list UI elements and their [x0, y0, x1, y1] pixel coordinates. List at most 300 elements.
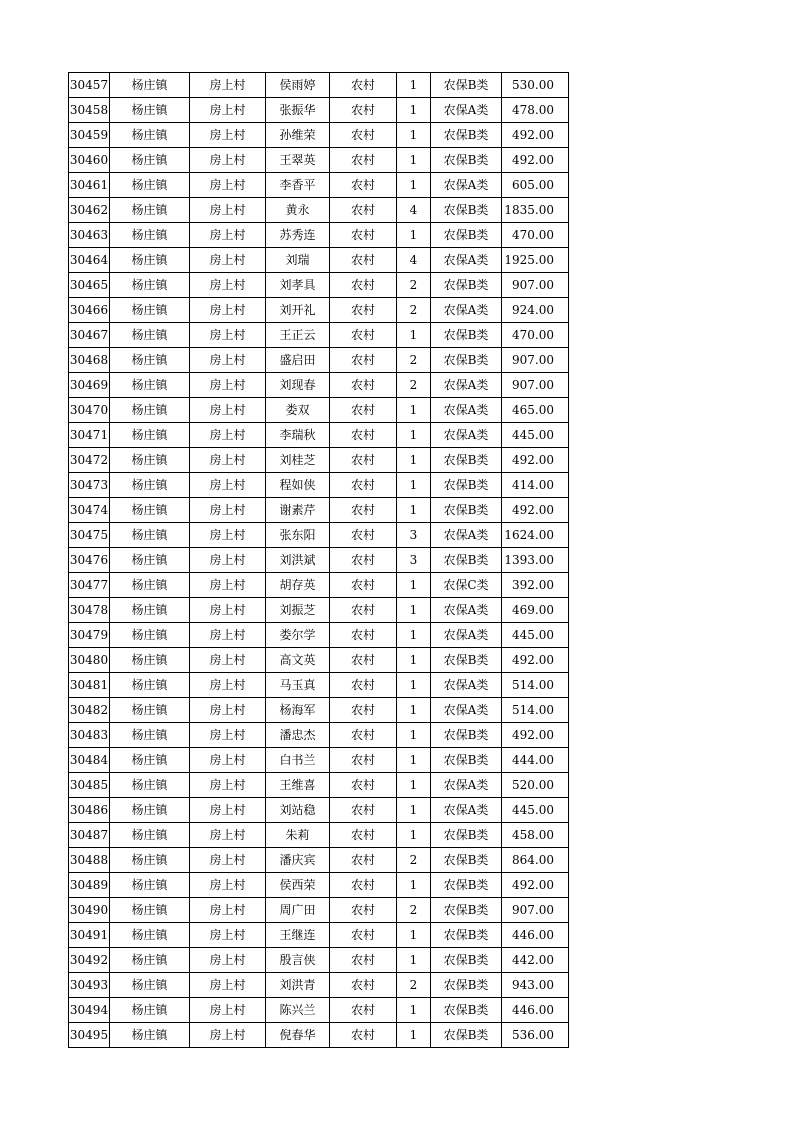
household-type-cell: 农村 — [330, 73, 397, 98]
amount-cell: 943.00 — [502, 973, 569, 998]
name-cell: 刘洪青 — [266, 973, 330, 998]
town-cell: 杨庄镇 — [110, 998, 190, 1023]
table-row — [69, 323, 569, 348]
amount-cell: 907.00 — [502, 273, 569, 298]
amount-cell: 1393.00 — [502, 548, 569, 573]
household-type-cell: 农村 — [330, 423, 397, 448]
name-cell: 王正云 — [266, 323, 330, 348]
insurance-class-cell: 农保C类 — [431, 573, 502, 598]
record-id-cell: 30492 — [69, 948, 110, 973]
record-id-cell: 30486 — [69, 798, 110, 823]
insurance-class-cell: 农保B类 — [431, 998, 502, 1023]
record-id-cell: 30458 — [69, 98, 110, 123]
amount-cell: 392.00 — [502, 573, 569, 598]
insurance-class-cell: 农保B类 — [431, 148, 502, 173]
insurance-class-cell: 农保B类 — [431, 123, 502, 148]
household-type-cell: 农村 — [330, 898, 397, 923]
name-cell: 程如侠 — [266, 473, 330, 498]
member-count-cell: 1 — [397, 223, 431, 248]
town-cell: 杨庄镇 — [110, 398, 190, 423]
table-row — [69, 823, 569, 848]
village-cell: 房上村 — [190, 948, 266, 973]
record-id-cell: 30477 — [69, 573, 110, 598]
town-cell: 杨庄镇 — [110, 873, 190, 898]
village-cell: 房上村 — [190, 198, 266, 223]
village-cell: 房上村 — [190, 798, 266, 823]
record-id-cell: 30469 — [69, 373, 110, 398]
name-cell: 刘瑞 — [266, 248, 330, 273]
household-type-cell: 农村 — [330, 748, 397, 773]
town-cell: 杨庄镇 — [110, 273, 190, 298]
household-type-cell: 农村 — [330, 348, 397, 373]
town-cell: 杨庄镇 — [110, 523, 190, 548]
table-row — [69, 948, 569, 973]
amount-cell: 444.00 — [502, 748, 569, 773]
insurance-class-cell: 农保A类 — [431, 248, 502, 273]
amount-cell: 478.00 — [502, 98, 569, 123]
member-count-cell: 2 — [397, 373, 431, 398]
table-row — [69, 873, 569, 898]
household-type-cell: 农村 — [330, 323, 397, 348]
name-cell: 潘忠杰 — [266, 723, 330, 748]
record-id-cell: 30491 — [69, 923, 110, 948]
town-cell: 杨庄镇 — [110, 148, 190, 173]
household-type-cell: 农村 — [330, 698, 397, 723]
amount-cell: 907.00 — [502, 348, 569, 373]
record-id-cell: 30482 — [69, 698, 110, 723]
record-id-cell: 30483 — [69, 723, 110, 748]
household-type-cell: 农村 — [330, 198, 397, 223]
amount-cell: 445.00 — [502, 623, 569, 648]
insurance-class-cell: 农保A类 — [431, 423, 502, 448]
town-cell: 杨庄镇 — [110, 498, 190, 523]
town-cell: 杨庄镇 — [110, 298, 190, 323]
table-row — [69, 998, 569, 1023]
village-cell: 房上村 — [190, 398, 266, 423]
amount-cell: 470.00 — [502, 323, 569, 348]
name-cell: 刘孝具 — [266, 273, 330, 298]
name-cell: 刘现春 — [266, 373, 330, 398]
insurance-class-cell: 农保B类 — [431, 823, 502, 848]
household-type-cell: 农村 — [330, 598, 397, 623]
town-cell: 杨庄镇 — [110, 973, 190, 998]
table-row — [69, 723, 569, 748]
town-cell: 杨庄镇 — [110, 723, 190, 748]
village-cell: 房上村 — [190, 823, 266, 848]
insurance-class-cell: 农保B类 — [431, 923, 502, 948]
name-cell: 刘桂芝 — [266, 448, 330, 473]
insurance-class-cell: 农保B类 — [431, 948, 502, 973]
amount-cell: 907.00 — [502, 898, 569, 923]
table-row — [69, 698, 569, 723]
name-cell: 倪春华 — [266, 1023, 330, 1048]
amount-cell: 446.00 — [502, 923, 569, 948]
table-row — [69, 573, 569, 598]
record-id-cell: 30478 — [69, 598, 110, 623]
name-cell: 张东阳 — [266, 523, 330, 548]
name-cell: 盛启田 — [266, 348, 330, 373]
table-row — [69, 773, 569, 798]
name-cell: 刘洪斌 — [266, 548, 330, 573]
village-cell: 房上村 — [190, 98, 266, 123]
record-id-cell: 30472 — [69, 448, 110, 473]
amount-cell: 1925.00 — [502, 248, 569, 273]
table-row — [69, 348, 569, 373]
record-id-cell: 30479 — [69, 623, 110, 648]
household-type-cell: 农村 — [330, 948, 397, 973]
record-id-cell: 30495 — [69, 1023, 110, 1048]
household-type-cell: 农村 — [330, 148, 397, 173]
town-cell: 杨庄镇 — [110, 1023, 190, 1048]
record-id-cell: 30467 — [69, 323, 110, 348]
household-type-cell: 农村 — [330, 298, 397, 323]
table-row — [69, 398, 569, 423]
insurance-class-cell: 农保B类 — [431, 873, 502, 898]
member-count-cell: 2 — [397, 298, 431, 323]
table-row — [69, 848, 569, 873]
record-id-cell: 30462 — [69, 198, 110, 223]
table-row — [69, 498, 569, 523]
record-id-cell: 30488 — [69, 848, 110, 873]
record-id-cell: 30475 — [69, 523, 110, 548]
member-count-cell: 1 — [397, 398, 431, 423]
town-cell: 杨庄镇 — [110, 923, 190, 948]
table-row — [69, 748, 569, 773]
insurance-class-cell: 农保B类 — [431, 1023, 502, 1048]
insurance-class-cell: 农保B类 — [431, 273, 502, 298]
member-count-cell: 1 — [397, 798, 431, 823]
member-count-cell: 1 — [397, 148, 431, 173]
household-type-cell: 农村 — [330, 823, 397, 848]
amount-cell: 864.00 — [502, 848, 569, 873]
member-count-cell: 1 — [397, 823, 431, 848]
town-cell: 杨庄镇 — [110, 198, 190, 223]
member-count-cell: 2 — [397, 348, 431, 373]
village-cell: 房上村 — [190, 623, 266, 648]
member-count-cell: 1 — [397, 673, 431, 698]
household-type-cell: 农村 — [330, 473, 397, 498]
table-row — [69, 423, 569, 448]
table-row — [69, 898, 569, 923]
member-count-cell: 1 — [397, 998, 431, 1023]
table-row — [69, 648, 569, 673]
amount-cell: 492.00 — [502, 648, 569, 673]
amount-cell: 520.00 — [502, 773, 569, 798]
amount-cell: 470.00 — [502, 223, 569, 248]
town-cell: 杨庄镇 — [110, 798, 190, 823]
household-type-cell: 农村 — [330, 498, 397, 523]
table-row — [69, 623, 569, 648]
town-cell: 杨庄镇 — [110, 73, 190, 98]
town-cell: 杨庄镇 — [110, 248, 190, 273]
amount-cell: 492.00 — [502, 448, 569, 473]
member-count-cell: 1 — [397, 773, 431, 798]
table-row — [69, 798, 569, 823]
town-cell: 杨庄镇 — [110, 548, 190, 573]
record-id-cell: 30493 — [69, 973, 110, 998]
village-cell: 房上村 — [190, 148, 266, 173]
amount-cell: 414.00 — [502, 473, 569, 498]
member-count-cell: 1 — [397, 1023, 431, 1048]
village-cell: 房上村 — [190, 898, 266, 923]
village-cell: 房上村 — [190, 273, 266, 298]
town-cell: 杨庄镇 — [110, 323, 190, 348]
table-row — [69, 373, 569, 398]
amount-cell: 458.00 — [502, 823, 569, 848]
town-cell: 杨庄镇 — [110, 173, 190, 198]
member-count-cell: 1 — [397, 423, 431, 448]
amount-cell: 492.00 — [502, 123, 569, 148]
record-id-cell: 30473 — [69, 473, 110, 498]
member-count-cell: 1 — [397, 123, 431, 148]
household-type-cell: 农村 — [330, 873, 397, 898]
amount-cell: 492.00 — [502, 148, 569, 173]
record-id-cell: 30476 — [69, 548, 110, 573]
record-id-cell: 30481 — [69, 673, 110, 698]
record-id-cell: 30490 — [69, 898, 110, 923]
name-cell: 黄永 — [266, 198, 330, 223]
member-count-cell: 1 — [397, 598, 431, 623]
town-cell: 杨庄镇 — [110, 573, 190, 598]
household-type-cell: 农村 — [330, 548, 397, 573]
name-cell: 王继连 — [266, 923, 330, 948]
household-type-cell: 农村 — [330, 973, 397, 998]
village-cell: 房上村 — [190, 348, 266, 373]
name-cell: 娄双 — [266, 398, 330, 423]
name-cell: 朱莉 — [266, 823, 330, 848]
insurance-class-cell: 农保B类 — [431, 448, 502, 473]
village-cell: 房上村 — [190, 298, 266, 323]
amount-cell: 514.00 — [502, 698, 569, 723]
household-type-cell: 农村 — [330, 723, 397, 748]
name-cell: 胡存英 — [266, 573, 330, 598]
table-row — [69, 973, 569, 998]
village-cell: 房上村 — [190, 923, 266, 948]
member-count-cell: 3 — [397, 523, 431, 548]
amount-cell: 445.00 — [502, 423, 569, 448]
name-cell: 杨海军 — [266, 698, 330, 723]
household-type-cell: 农村 — [330, 998, 397, 1023]
table-row — [69, 523, 569, 548]
name-cell: 娄尔学 — [266, 623, 330, 648]
insurance-class-cell: 农保B类 — [431, 973, 502, 998]
town-cell: 杨庄镇 — [110, 948, 190, 973]
name-cell: 苏秀连 — [266, 223, 330, 248]
village-cell: 房上村 — [190, 248, 266, 273]
insurance-class-cell: 农保A类 — [431, 173, 502, 198]
insurance-class-cell: 农保B类 — [431, 198, 502, 223]
name-cell: 侯西荣 — [266, 873, 330, 898]
record-id-cell: 30465 — [69, 273, 110, 298]
member-count-cell: 4 — [397, 248, 431, 273]
member-count-cell: 2 — [397, 973, 431, 998]
town-cell: 杨庄镇 — [110, 423, 190, 448]
amount-cell: 605.00 — [502, 173, 569, 198]
village-cell: 房上村 — [190, 473, 266, 498]
household-type-cell: 农村 — [330, 623, 397, 648]
name-cell: 陈兴兰 — [266, 998, 330, 1023]
household-type-cell: 农村 — [330, 448, 397, 473]
table-row — [69, 1023, 569, 1048]
village-cell: 房上村 — [190, 423, 266, 448]
household-type-cell: 农村 — [330, 173, 397, 198]
village-cell: 房上村 — [190, 373, 266, 398]
village-cell: 房上村 — [190, 548, 266, 573]
village-cell: 房上村 — [190, 973, 266, 998]
town-cell: 杨庄镇 — [110, 623, 190, 648]
village-cell: 房上村 — [190, 673, 266, 698]
member-count-cell: 3 — [397, 548, 431, 573]
name-cell: 刘站稳 — [266, 798, 330, 823]
table-row — [69, 248, 569, 273]
record-id-cell: 30487 — [69, 823, 110, 848]
table-row — [69, 673, 569, 698]
household-type-cell: 农村 — [330, 523, 397, 548]
amount-cell: 465.00 — [502, 398, 569, 423]
household-type-cell: 农村 — [330, 673, 397, 698]
amount-cell: 492.00 — [502, 498, 569, 523]
amount-cell: 1624.00 — [502, 523, 569, 548]
record-id-cell: 30484 — [69, 748, 110, 773]
name-cell: 谢素芹 — [266, 498, 330, 523]
name-cell: 王维喜 — [266, 773, 330, 798]
table-row — [69, 548, 569, 573]
household-type-cell: 农村 — [330, 248, 397, 273]
insurance-class-cell: 农保A类 — [431, 673, 502, 698]
record-id-cell: 30463 — [69, 223, 110, 248]
town-cell: 杨庄镇 — [110, 848, 190, 873]
member-count-cell: 1 — [397, 98, 431, 123]
roster-table — [68, 72, 569, 1048]
household-type-cell: 农村 — [330, 123, 397, 148]
table-row — [69, 298, 569, 323]
name-cell: 殷言侠 — [266, 948, 330, 973]
village-cell: 房上村 — [190, 173, 266, 198]
amount-cell: 1835.00 — [502, 198, 569, 223]
insurance-class-cell: 农保A类 — [431, 698, 502, 723]
village-cell: 房上村 — [190, 223, 266, 248]
name-cell: 孙维荣 — [266, 123, 330, 148]
insurance-class-cell: 农保B类 — [431, 648, 502, 673]
table-row — [69, 98, 569, 123]
record-id-cell: 30464 — [69, 248, 110, 273]
member-count-cell: 1 — [397, 698, 431, 723]
town-cell: 杨庄镇 — [110, 348, 190, 373]
table-row — [69, 198, 569, 223]
amount-cell: 907.00 — [502, 373, 569, 398]
village-cell: 房上村 — [190, 873, 266, 898]
amount-cell: 469.00 — [502, 598, 569, 623]
record-id-cell: 30480 — [69, 648, 110, 673]
insurance-class-cell: 农保A类 — [431, 398, 502, 423]
household-type-cell: 农村 — [330, 1023, 397, 1048]
member-count-cell: 1 — [397, 448, 431, 473]
town-cell: 杨庄镇 — [110, 373, 190, 398]
village-cell: 房上村 — [190, 523, 266, 548]
record-id-cell: 30489 — [69, 873, 110, 898]
household-type-cell: 农村 — [330, 648, 397, 673]
record-id-cell: 30459 — [69, 123, 110, 148]
town-cell: 杨庄镇 — [110, 673, 190, 698]
amount-cell: 492.00 — [502, 723, 569, 748]
insurance-class-cell: 农保B类 — [431, 898, 502, 923]
member-count-cell: 1 — [397, 648, 431, 673]
record-id-cell: 30466 — [69, 298, 110, 323]
amount-cell: 445.00 — [502, 798, 569, 823]
table-row — [69, 123, 569, 148]
name-cell: 王翠英 — [266, 148, 330, 173]
record-id-cell: 30471 — [69, 423, 110, 448]
record-id-cell: 30474 — [69, 498, 110, 523]
record-id-cell: 30461 — [69, 173, 110, 198]
record-id-cell: 30468 — [69, 348, 110, 373]
village-cell: 房上村 — [190, 1023, 266, 1048]
table-row — [69, 448, 569, 473]
amount-cell: 446.00 — [502, 998, 569, 1023]
name-cell: 高文英 — [266, 648, 330, 673]
amount-cell: 530.00 — [502, 73, 569, 98]
insurance-class-cell: 农保B类 — [431, 848, 502, 873]
town-cell: 杨庄镇 — [110, 598, 190, 623]
household-type-cell: 农村 — [330, 373, 397, 398]
amount-cell: 442.00 — [502, 948, 569, 973]
insurance-class-cell: 农保A类 — [431, 298, 502, 323]
record-id-cell: 30460 — [69, 148, 110, 173]
member-count-cell: 1 — [397, 948, 431, 973]
name-cell: 马玉真 — [266, 673, 330, 698]
village-cell: 房上村 — [190, 723, 266, 748]
insurance-class-cell: 农保A类 — [431, 373, 502, 398]
village-cell: 房上村 — [190, 498, 266, 523]
insurance-class-cell: 农保B类 — [431, 748, 502, 773]
household-type-cell: 农村 — [330, 273, 397, 298]
insurance-class-cell: 农保A类 — [431, 623, 502, 648]
name-cell: 刘振芝 — [266, 598, 330, 623]
table-row — [69, 148, 569, 173]
village-cell: 房上村 — [190, 998, 266, 1023]
village-cell: 房上村 — [190, 598, 266, 623]
household-type-cell: 农村 — [330, 573, 397, 598]
insurance-class-cell: 农保B类 — [431, 548, 502, 573]
table-row — [69, 173, 569, 198]
town-cell: 杨庄镇 — [110, 223, 190, 248]
name-cell: 周广田 — [266, 898, 330, 923]
amount-cell: 514.00 — [502, 673, 569, 698]
member-count-cell: 1 — [397, 873, 431, 898]
town-cell: 杨庄镇 — [110, 898, 190, 923]
village-cell: 房上村 — [190, 323, 266, 348]
insurance-class-cell: 农保B类 — [431, 723, 502, 748]
village-cell: 房上村 — [190, 648, 266, 673]
record-id-cell: 30457 — [69, 73, 110, 98]
village-cell: 房上村 — [190, 73, 266, 98]
household-type-cell: 农村 — [330, 98, 397, 123]
member-count-cell: 1 — [397, 173, 431, 198]
household-type-cell: 农村 — [330, 848, 397, 873]
town-cell: 杨庄镇 — [110, 123, 190, 148]
member-count-cell: 1 — [397, 748, 431, 773]
village-cell: 房上村 — [190, 123, 266, 148]
name-cell: 李香平 — [266, 173, 330, 198]
member-count-cell: 1 — [397, 323, 431, 348]
member-count-cell: 1 — [397, 723, 431, 748]
insurance-class-cell: 农保B类 — [431, 473, 502, 498]
insurance-class-cell: 农保A类 — [431, 798, 502, 823]
member-count-cell: 2 — [397, 898, 431, 923]
member-count-cell: 1 — [397, 73, 431, 98]
village-cell: 房上村 — [190, 848, 266, 873]
household-type-cell: 农村 — [330, 223, 397, 248]
